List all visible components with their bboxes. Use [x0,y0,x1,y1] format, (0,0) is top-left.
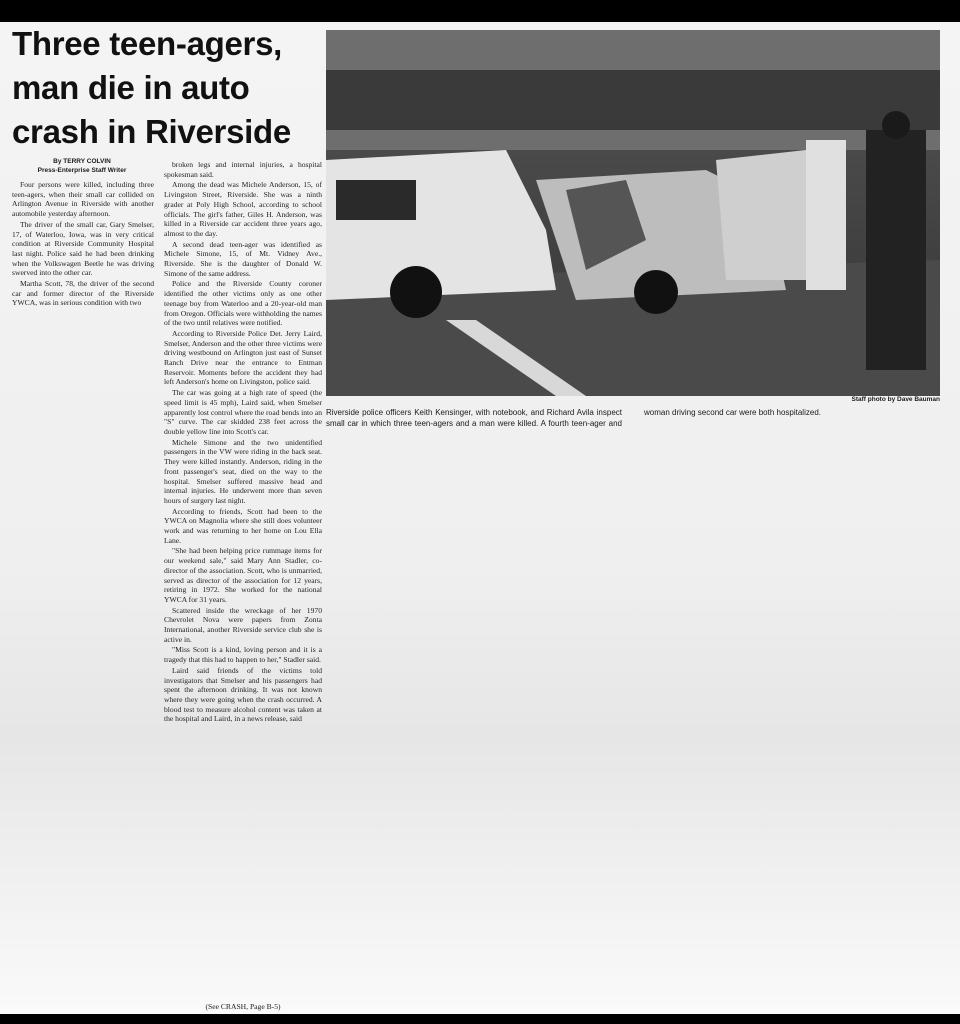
photo-officer-right [866,130,926,370]
headline-line-3: crash in Riverside [12,113,291,150]
photo-white-car [326,150,556,300]
crash-photo-image [326,30,940,396]
photo-officer-head [882,111,910,139]
paragraph: Scattered inside the wreckage of her 1970 Chevrolet Nova were papers from Zonta International, another Riverside service club she is active in. [164,605,322,644]
headline-line-1: Three teen-agers, [12,25,283,62]
paragraph: The car was going at a high rate of speed (the speed limit is 45 mph), Laird said, when Smelser apparently lost control where the road bends into an "S" curve. The car skidded 238 feet across the double yellow line into Scott's car. [164,388,322,436]
article-column-2 [164,160,322,725]
paragraph: broken legs and internal injuries, a hospital spokesman said. [164,160,322,179]
paragraph: The driver of the small car, Gary Smelser, 17, of Waterloo, Iowa, was in very critical condition at Riverside Community Hospital last night. Police said he had been drinking when the Volkswagen Beetle he was driving swerved into the other car. [12,219,154,278]
byline [12,157,152,175]
paragraph: Among the dead was Michele Anderson, 15, of Livingston Street, Riverside. She was a ninth grader at Poly High School, according to school officials. The girl's father, Giles H. Anderson, was killed in a Riverside car accident three years ago, almost to the day. [164,180,322,238]
paragraph: According to Riverside Police Det. Jerry Laird, Smelser, Anderson and the other three victims were driving westbound on Arlington just east of Sunset Ranch Drive near the entrance to Entman Reservoir. Moments before the accident they had left Anderson's home on Livingston, police said. [164,328,322,387]
paragraph: A second dead teen-ager was identified as Michele Simone, 15, of Mt. Vidney Ave., Riverside. She is the daughter of Donald W. Simone of the same address. [164,239,322,278]
paragraph: Martha Scott, 78, the driver of the second car and former director of the Riverside YWCA, was in serious condition with two [12,279,154,308]
photo-car-wheel [390,266,442,318]
paragraph: Four persons were killed, including three teen-agers, when their small car collided on Arlington Avenue in Riverside with another automobile yesterday afternoon. [12,180,154,219]
paragraph: Laird said friends of the victims told investigators that Smelser and his passengers had spent the afternoon drinking. It was not known where they were going when the crash occurred. A blood test to measure alcohol content was taken at the hospital and Laird, in a news release, said [164,665,322,724]
paragraph: Michele Simone and the two unidentified passengers in the VW were riding in the back seat. They were killed instantly. Anderson, riding in the front passenger's seat, died on the way to the hospital. Smelser suffered massive head and internal injuries. He underwent more than seven hours of surgery last night. [164,437,322,505]
photo-vw-wheel [634,270,678,314]
headline-line-2: man die in auto [12,69,250,106]
paragraph: According to friends, Scott had been to the YWCA on Magnolia where she still does volunteer work and was returning to her home on Lou Ella Lane. [164,506,322,545]
photo-credit: Staff photo by Dave Bauman [851,396,940,403]
headline [12,22,317,154]
photo-caption: Riverside police officers Keith Kensinger, with notebook, and Richard Avila inspect small car in which three teen-agers and a man were killed. A fourth teen-ager and woman driving second car were both hospitalized. [326,408,821,428]
newspaper-clipping [0,22,960,1014]
photo-second-car [716,150,806,280]
crash-photo [326,30,940,396]
bottom-frame-bar [0,1014,960,1024]
photo-tree-line [326,70,940,130]
top-frame-bar [0,0,960,22]
paragraph: "Miss Scott is a kind, loving person and it is a tragedy that this had to happen to her," Stadler said. [164,645,322,665]
photo-officer-left [806,140,846,290]
paragraph: Police and the Riverside County coroner identified the other victims only as one other teenage boy from Waterloo and a 20-year-old man from Oregon. Officials were withholding the names of the two until relatives were notified. [164,279,322,328]
paragraph: "She had been helping price rummage items for our weekend sale," said Mary Ann Stadler, co-director of the association. Scott, who is unmarried, served as director of the association for 12 years, retiring in 1972. She worked for the national YWCA for 31 years. [164,546,322,604]
article-column-1 [12,180,154,309]
byline-role: Press-Enterprise Staff Writer [37,167,127,174]
jump-line: (See CRASH, Page B-5) [205,1002,281,1011]
byline-author: By TERRY COLVIN [53,158,111,165]
photo-car-window [336,180,416,220]
